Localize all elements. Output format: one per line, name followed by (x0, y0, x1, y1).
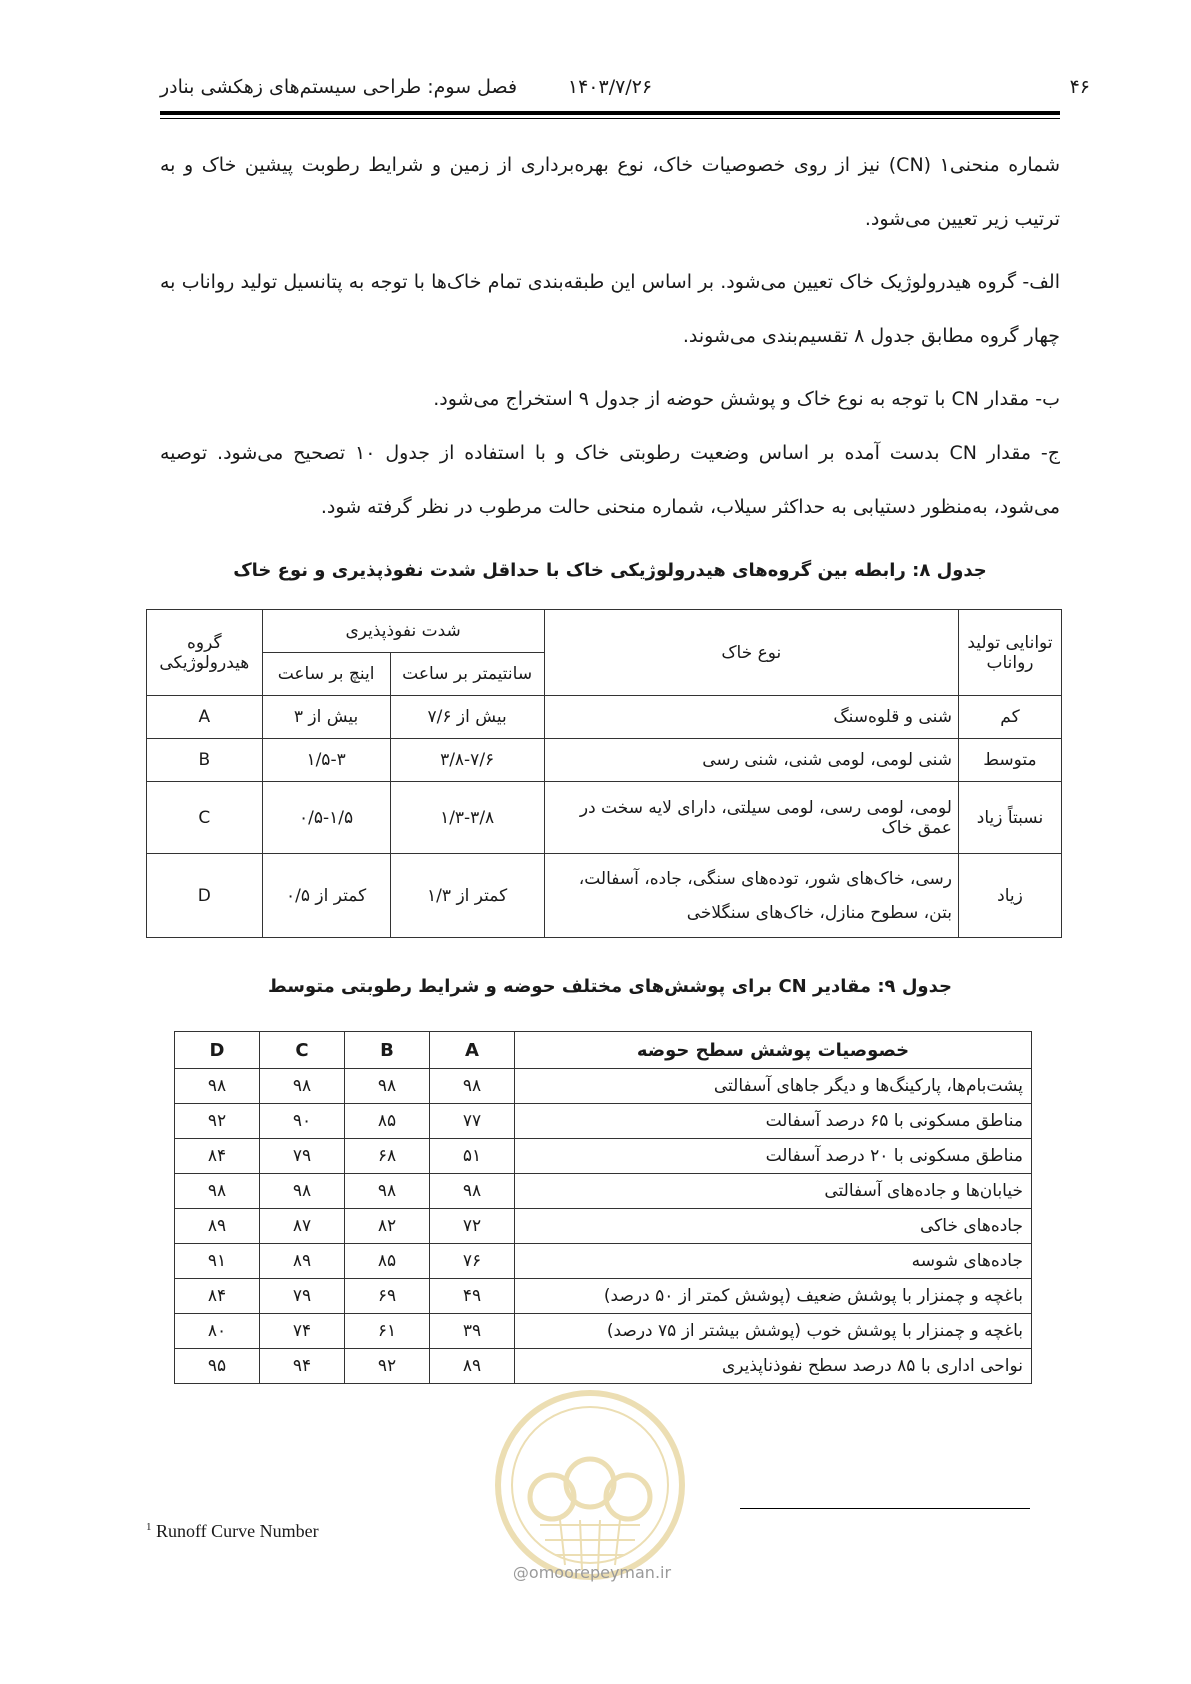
th-soil-type: نوع خاک (544, 610, 958, 696)
table-row (175, 1244, 1032, 1279)
footnote-marker: 1 (146, 1521, 152, 1533)
watermark-url: @omoorepeyman.ir (512, 1563, 672, 1582)
cell-cm: ۱/۳-۳/۸ (390, 782, 544, 854)
page-header (160, 76, 1090, 106)
cell-b: ۶۱ (345, 1314, 430, 1349)
th-infiltration: شدت نفوذپذیری (262, 610, 544, 653)
th-runoff-potential: توانایی تولید رواناب (958, 610, 1061, 696)
cell-desc: باغچه و چمنزار با پوشش خوب (پوشش بیشتر از ۷۵ درصد) (515, 1314, 1032, 1349)
cell-cm: بیش از ۷/۶ (390, 696, 544, 739)
cell-potential: متوسط (958, 739, 1061, 782)
cell-c: ۷۴ (260, 1314, 345, 1349)
cell-b: ۸۵ (345, 1244, 430, 1279)
paragraph-cn-intro: شماره منحنی۱ (CN) نیز از روی خصوصیات خاک، نوع بهره‌برداری از زمین و شرایط رطوبت پیشین خاک و به ترتیب زیر تعیین می‌شود. (160, 154, 1061, 230)
table-row (147, 854, 1062, 938)
footnote-separator (740, 1508, 1030, 1509)
cell-d: ۹۲ (175, 1104, 260, 1139)
cell-desc: خیابان‌ها و جاده‌های آسفالتی (515, 1174, 1032, 1209)
footnote (146, 1521, 319, 1542)
paragraph-cn-table9: ب- مقدار CN با توجه به نوع خاک و پوشش حوضه از جدول ۹ استخراج می‌شود. (433, 388, 1060, 410)
cell-soil: لومی، لومی رسی، لومی سیلتی، دارای لایه سخت در عمق خاک (544, 782, 958, 854)
cell-soil: رسی، خاک‌های شور، توده‌های سنگی، جاده، آسفالت، بتن، سطوح منازل، خاک‌های سنگلاخی (544, 854, 958, 938)
cell-inch: ۱/۵-۳ (262, 739, 390, 782)
cell-c: ۹۴ (260, 1349, 345, 1384)
cell-b: ۹۲ (345, 1349, 430, 1384)
table-row (175, 1069, 1032, 1104)
cell-c: ۸۷ (260, 1209, 345, 1244)
paragraph-soil-group: الف- گروه هیدرولوژیک خاک تعیین می‌شود. بر اساس این طبقه‌بندی تمام خاک‌ها با توجه به پتانسیل تولید رواناب به چهار گروه مطابق جدول ۸ تقسیم‌بندی می‌شوند. (160, 271, 1060, 347)
cell-c: ۷۹ (260, 1279, 345, 1314)
table-row (175, 1104, 1032, 1139)
cell-b: ۹۸ (345, 1069, 430, 1104)
th-group-a: A (430, 1032, 515, 1069)
cell-desc: باغچه و چمنزار با پوشش ضعیف (پوشش کمتر از ۵۰ درصد) (515, 1279, 1032, 1314)
cell-d: ۸۹ (175, 1209, 260, 1244)
header-date: ۱۴۰۳/۷/۲۶ (567, 76, 653, 98)
cell-a: ۹۸ (430, 1174, 515, 1209)
th-hydro-group: گروه هیدرولوژیکی (147, 610, 263, 696)
cell-desc: مناطق مسکونی با ۶۵ درصد آسفالت (515, 1104, 1032, 1139)
cell-group: C (147, 782, 263, 854)
page-number: ۴۶ (1069, 76, 1090, 98)
cell-group: D (147, 854, 263, 938)
table8-caption: جدول ۸: رابطه بین گروه‌های هیدرولوژیکی خاک با حداقل شدت نفوذپذیری و نوع خاک (233, 560, 987, 581)
table-row (147, 782, 1062, 854)
cell-c: ۹۸ (260, 1069, 345, 1104)
cell-a: ۹۸ (430, 1069, 515, 1104)
cell-b: ۶۹ (345, 1279, 430, 1314)
cell-d: ۸۰ (175, 1314, 260, 1349)
table-row (175, 1349, 1032, 1384)
table-row (147, 696, 1062, 739)
table-row (175, 1279, 1032, 1314)
footnote-text: Runoff Curve Number (156, 1521, 319, 1541)
cell-a: ۷۷ (430, 1104, 515, 1139)
cell-d: ۹۸ (175, 1069, 260, 1104)
th-inch-per-hour: اینچ بر ساعت (262, 653, 390, 696)
table-row (175, 1209, 1032, 1244)
cell-d: ۹۵ (175, 1349, 260, 1384)
table9-cn-values (174, 1031, 1032, 1384)
th-cover-desc: خصوصیات پوشش سطح حوضه (515, 1032, 1032, 1069)
cell-a: ۳۹ (430, 1314, 515, 1349)
table8-soil-groups (146, 609, 1062, 938)
cell-inch: بیش از ۳ (262, 696, 390, 739)
cell-d: ۹۸ (175, 1174, 260, 1209)
th-group-d: D (175, 1032, 260, 1069)
cell-desc: نواحی اداری با ۸۵ درصد سطح نفوذناپذیری (515, 1349, 1032, 1384)
table-row (147, 739, 1062, 782)
chapter-title: فصل سوم: طراحی سیستم‌های زهکشی بنادر (160, 76, 518, 98)
cell-d: ۸۴ (175, 1279, 260, 1314)
cell-soil: شنی لومی، لومی شنی، شنی رسی (544, 739, 958, 782)
cell-cm: ۳/۸-۷/۶ (390, 739, 544, 782)
cell-group: B (147, 739, 263, 782)
cell-a: ۴۹ (430, 1279, 515, 1314)
cell-potential: زیاد (958, 854, 1061, 938)
cell-potential: نسبتاً زیاد (958, 782, 1061, 854)
cell-a: ۷۲ (430, 1209, 515, 1244)
cell-c: ۸۹ (260, 1244, 345, 1279)
cell-desc: پشت‌بام‌ها، پارکینگ‌ها و دیگر جاهای آسفالتی (515, 1069, 1032, 1104)
cell-c: ۹۰ (260, 1104, 345, 1139)
th-group-b: B (345, 1032, 430, 1069)
cell-c: ۹۸ (260, 1174, 345, 1209)
th-cm-per-hour: سانتیمتر بر ساعت (390, 653, 544, 696)
cell-b: ۶۸ (345, 1139, 430, 1174)
cell-soil: شنی و قلوه‌سنگ (544, 696, 958, 739)
th-group-c: C (260, 1032, 345, 1069)
cell-desc: جاده‌های شوسه (515, 1244, 1032, 1279)
cell-a: ۷۶ (430, 1244, 515, 1279)
cell-desc: مناطق مسکونی با ۲۰ درصد آسفالت (515, 1139, 1032, 1174)
cell-d: ۹۱ (175, 1244, 260, 1279)
table-row (175, 1314, 1032, 1349)
cell-cm: کمتر از ۱/۳ (390, 854, 544, 938)
table-row (175, 1139, 1032, 1174)
cell-a: ۸۹ (430, 1349, 515, 1384)
cell-b: ۸۵ (345, 1104, 430, 1139)
cell-inch: کمتر از ۰/۵ (262, 854, 390, 938)
cell-potential: کم (958, 696, 1061, 739)
cell-d: ۸۴ (175, 1139, 260, 1174)
cell-c: ۷۹ (260, 1139, 345, 1174)
table-row (175, 1174, 1032, 1209)
cell-b: ۹۸ (345, 1174, 430, 1209)
paragraph-cn-correction: ج- مقدار CN بدست آمده بر اساس وضعیت رطوبتی خاک و با استفاده از جدول ۱۰ تصحیح می‌شود. توصیه می‌شود، به‌منظور دستیابی به حداکثر سیلاب، شماره منحنی حالت مرطوب در نظر گرفته شود. (160, 442, 1061, 518)
header-rule-thin (160, 118, 1060, 119)
cell-desc: جاده‌های خاکی (515, 1209, 1032, 1244)
cell-inch: ۰/۵-۱/۵ (262, 782, 390, 854)
table9-caption: جدول ۹: مقادیر CN برای پوشش‌های مختلف حوضه و شرایط رطوبتی متوسط (268, 976, 952, 997)
cell-a: ۵۱ (430, 1139, 515, 1174)
header-rule-thick (160, 111, 1060, 115)
watermark-logo-icon (490, 1385, 690, 1585)
table-header-row (175, 1032, 1032, 1069)
cell-b: ۸۲ (345, 1209, 430, 1244)
cell-group: A (147, 696, 263, 739)
